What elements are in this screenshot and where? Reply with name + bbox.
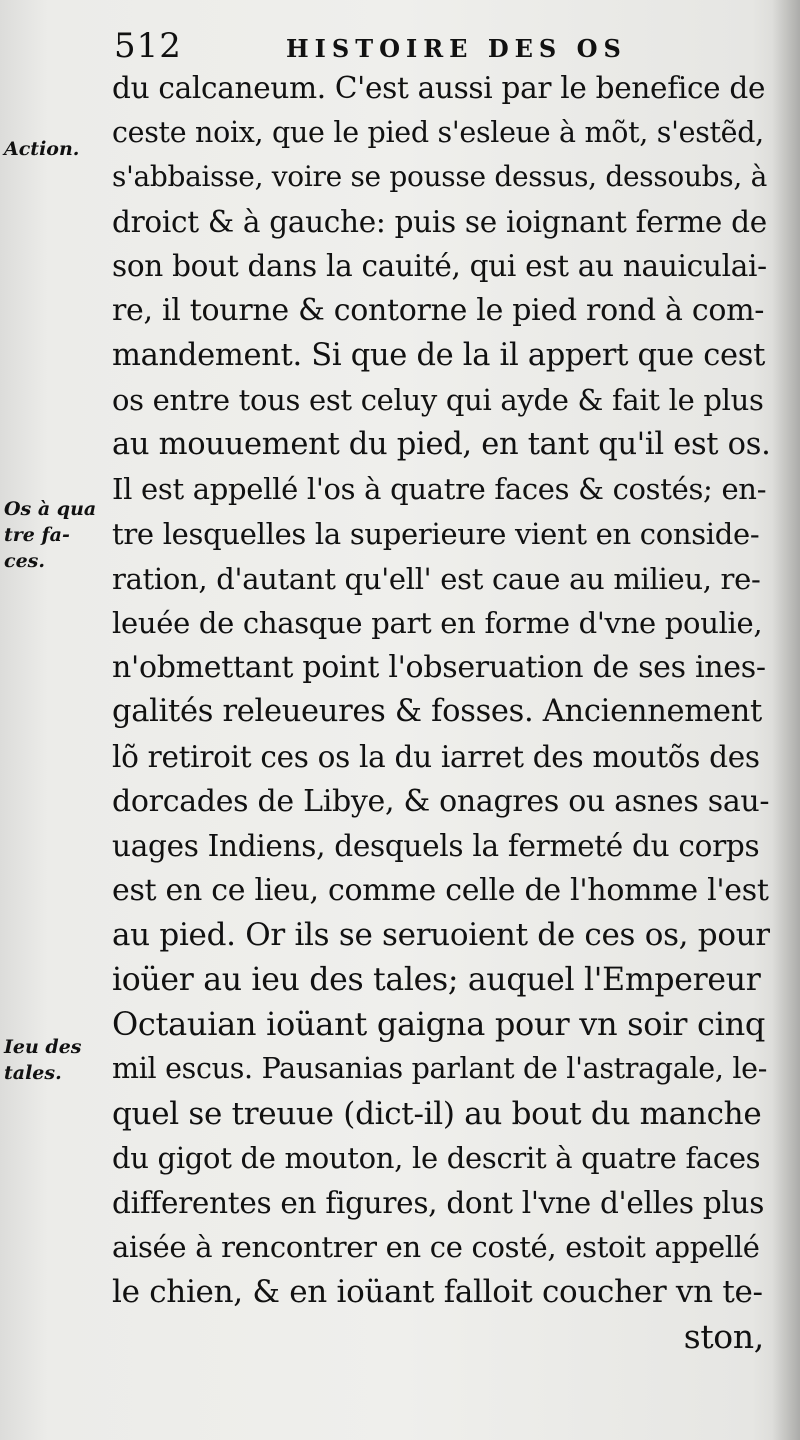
margin-note-os-a-quatre-faces: Os à qua tre fa- ces. (4, 498, 97, 572)
text-line: son bout dans la cauité, qui est au nauiculai- (112, 249, 767, 284)
text-line: quel se treuue (dict-il) au bout du manche (112, 1095, 762, 1132)
text-line: tre lesquelles la superieure vient en conside- (112, 516, 760, 551)
text-line: ceste noix, que le pied s'esleue à mõt, s'estẽd, (112, 115, 764, 149)
text-line: s'abbaisse, voire se pousse dessus, dessoubs, à (112, 160, 767, 194)
text-line: ioüer au ieu des tales; auquel l'Empereur (112, 961, 761, 998)
text-line: le chien, & en ioüant falloit coucher vn te- (112, 1274, 763, 1311)
text-line: mandement. Si que de la il appert que cest (112, 337, 766, 373)
margin-note-action: Action. (4, 138, 80, 160)
text-line: du gigot de mouton, le descrit à quatre faces (112, 1141, 761, 1176)
page-number: 512 (114, 26, 182, 66)
text-line: au pied. Or ils se seruoient de ces os, pour (112, 917, 770, 954)
catchword: ston, (683, 1316, 764, 1356)
text-line: Octauian ioüant gaigna pour vn soir cinq (112, 1005, 766, 1044)
text-line: mil escus. Pausanias parlant de l'astragale, le- (112, 1052, 768, 1086)
text-line: du calcaneum. C'est aussi par le benefice de (112, 71, 766, 105)
text-line: n'obmettant point l'obseruation de ses ines- (112, 649, 766, 685)
text-line: aisée à rencontrer en ce costé, estoit appellé (112, 1230, 760, 1265)
text-line: re, il tourne & contorne le pied rond à com- (112, 292, 765, 328)
body-text (112, 66, 770, 1359)
running-title: HISTOIRE DES OS (286, 34, 627, 63)
text-line: lõ retiroit ces os la du iarret des moutõs des (112, 739, 760, 774)
text-line: os entre tous est celuy qui ayde & fait le plus (112, 383, 764, 418)
text-line: galités releueures & fosses. Anciennement (112, 694, 762, 730)
text-line: differentes en figures, dont l'vne d'elles plus (112, 1185, 765, 1220)
text-line: au mouuement du pied, en tant qu'il est os. (112, 426, 770, 462)
page-header (114, 26, 774, 70)
text-line: ration, d'autant qu'ell' est caue au milieu, re- (112, 561, 761, 596)
margin-note-ieu-des-tales: Ieu des tales. (4, 1036, 82, 1084)
text-line: dorcades de Libye, & onagres ou asnes sau- (112, 783, 770, 819)
text-line: Il est appellé l'os à quatre faces & costés; en- (112, 472, 767, 507)
text-line: leuée de chasque part en forme d'vne poulie, (112, 606, 763, 641)
text-line: uages Indiens, desquels la fermeté du corps (112, 829, 760, 864)
page-gutter-shadow (772, 0, 800, 1440)
text-line: est en ce lieu, comme celle de l'homme l'est (112, 872, 769, 908)
text-line: droict & à gauche: puis se ioignant ferme de (112, 204, 767, 239)
